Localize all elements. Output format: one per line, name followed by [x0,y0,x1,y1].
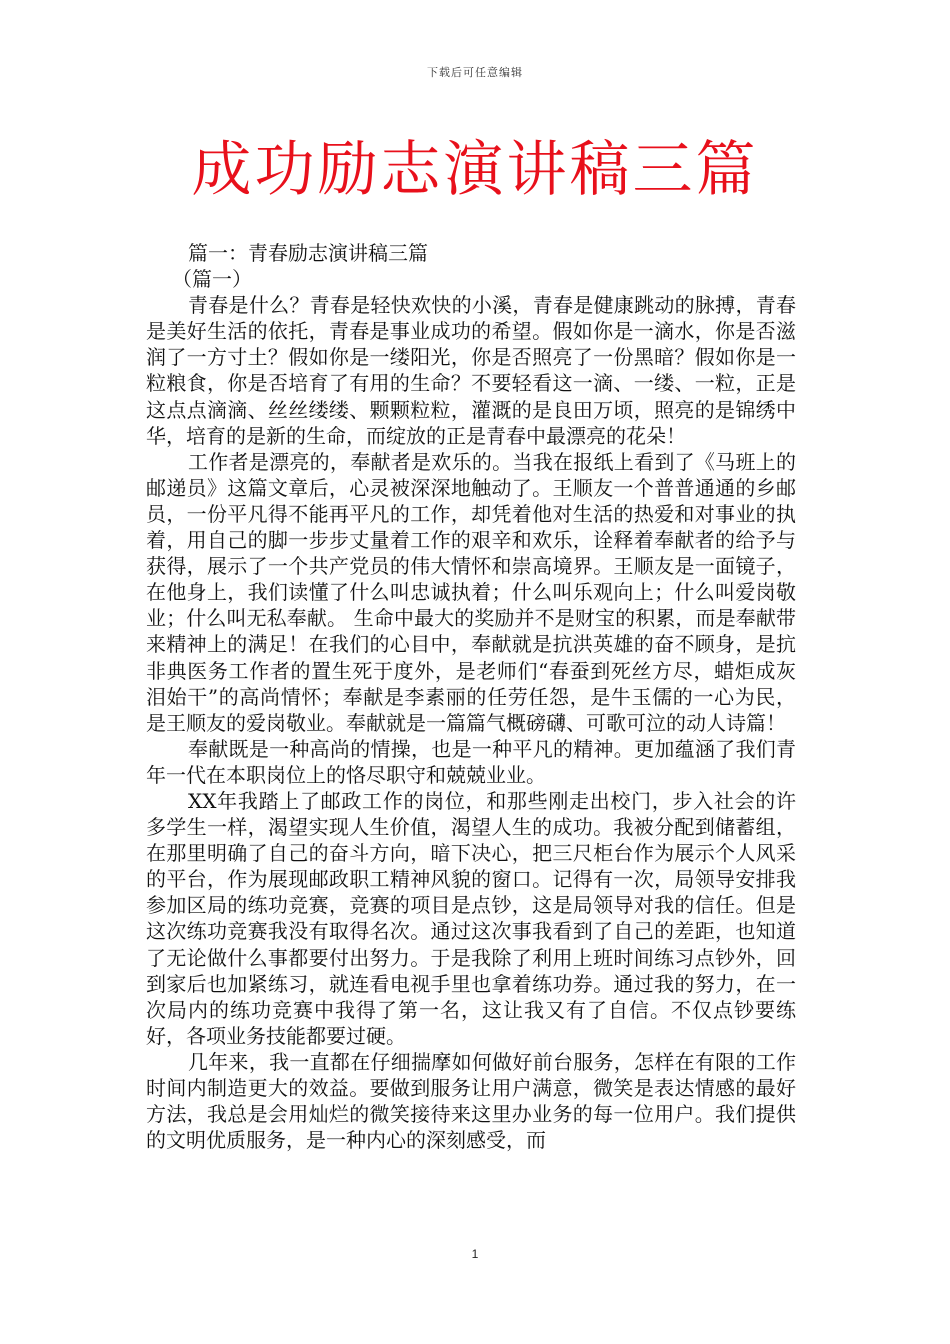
section-heading: 篇一：青春励志演讲稿三篇 [188,241,428,265]
header-note: 下载后可任意编辑 [427,66,523,79]
paragraph: 几年来，我一直都在仔细揣摩如何做好前台服务，怎样在有限的工作时间内制造更大的效益。要做到服务让用户满意，微笑是表达情感的最好方法，我总是会用灿烂的微笑接待来这里办业务的每一位用户。我们提供的文明优质服务，是一种内心的深刻感受，而 [146,1049,796,1153]
document-body [146,240,796,1153]
paragraph: 工作者是漂亮的，奉献者是欢乐的。当我在报纸上看到了《马班上的邮递员》这篇文章后，心灵被深深地触动了。王顺友一个普普通通的乡邮员，一份平凡得不能再平凡的工作，却凭着他对生活的热爱和对事业的执着，用自己的脚一步步丈量着工作的艰辛和欢乐，诠释着奉献者的给予与获得，展示了一个共产党员的伟大情怀和崇高境界。王顺友是一面镜子，在他身上，我们读懂了什么叫忠诚执着；什么叫乐观向上；什么叫爱岗敬业；什么叫无私奉献。 生命中最大的奖励并不是财宝的积累，而是奉献带来精神上的满足！在我们的心目中，奉献就是抗洪英雄的奋不顾身，是抗非典医务工作者的置生死于度外，是老师们“春蚕到死丝方尽，蜡炬成灰泪始干”的高尚情怀；奉献是李素丽的任劳任怨，是牛玉儒的一心为民，是王顺友的爱岗敬业。奉献就是一篇篇气概磅礴、可歌可泣的动人诗篇！ [146,449,796,735]
document-title: 成功励志演讲稿三篇 [191,135,759,205]
paragraph: 奉献既是一种高尚的情操，也是一种平凡的精神。更加蕴涵了我们青年一代在本职岗位上的恪尽职守和兢兢业业。 [146,736,796,787]
paragraph: XX年我踏上了邮政工作的岗位，和那些刚走出校门，步入社会的许多学生一样，渴望实现人生价值，渴望人生的成功。我被分配到储蓄组，在那里明确了自己的奋斗方向，暗下决心，把三尺柜台作为展示个人风采的平台，作为展现邮政职工精神风貌的窗口。记得有一次，局领导安排我参加区局的练功竞赛，竞赛的项目是点钞，这是局领导对我的信任。但是这次练功竞赛我没有取得名次。通过这次事我看到了自己的差距，也知道了无论做什么事都要付出努力。于是我除了利用上班时间练习点钞外，回到家后也加紧练习，就连看电视手里也拿着练功券。通过我的努力，在一次局内的练功竞赛中我得了第一名，这让我又有了自信。不仅点钞要练好，各项业务技能都要过硬。 [146,788,796,1048]
page-number: 1 [471,1247,479,1261]
sub-heading: （篇一） [172,267,252,292]
paragraph: 青春是什么？青春是轻快欢快的小溪，青春是健康跳动的脉搏，青春是美好生活的依托，青春是事业成功的希望。假如你是一滴水，你是否滋润了一方寸土？假如你是一缕阳光，你是否照亮了一份黑暗？假如你是一粒粮食，你是否培育了有用的生命？不要轻看这一滴、一缕、一粒，正是这点点滴滴、丝丝缕缕、颗颗粒粒，灌溉的是良田万顷，照亮的是锦绣中华，培育的是新的生命，而绽放的正是青春中最漂亮的花朵！ [146,293,796,448]
